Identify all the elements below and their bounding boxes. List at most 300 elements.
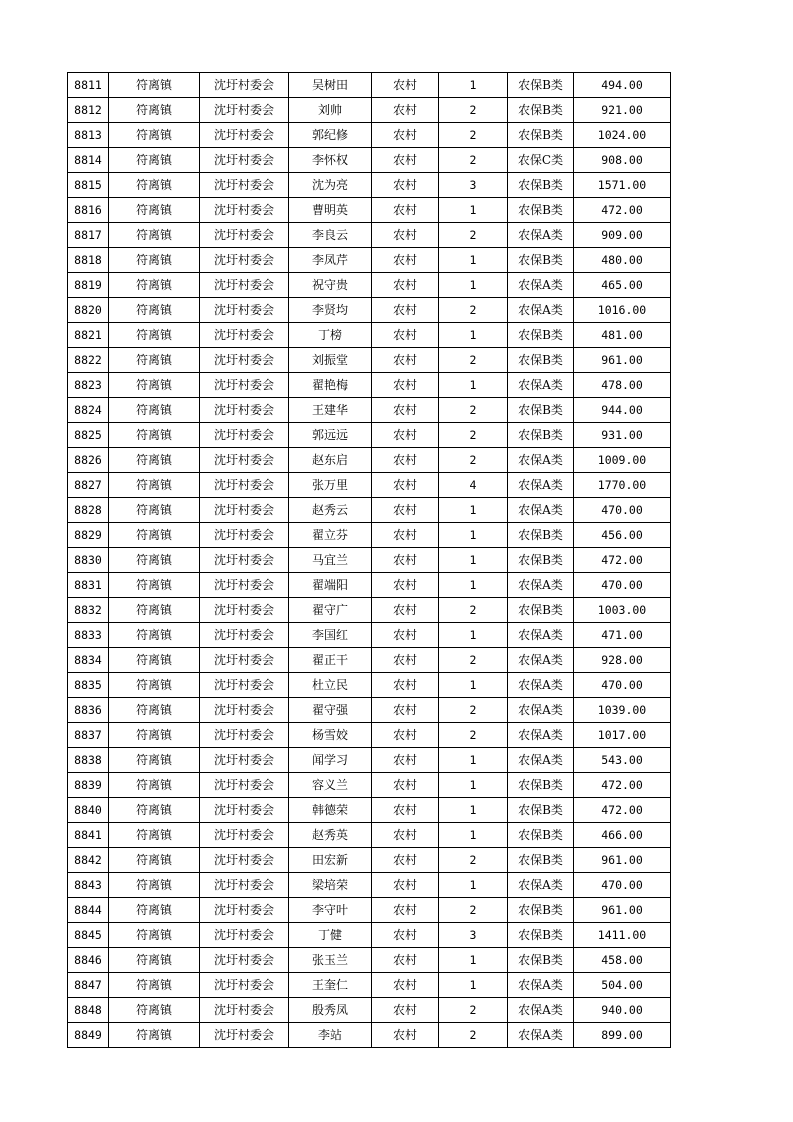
category-cell: 农保B类 <box>508 523 574 548</box>
amount-cell: 472.00 <box>574 548 671 573</box>
table-row <box>68 273 671 298</box>
row-number-cell: 8827 <box>68 473 109 498</box>
household-size-cell: 1 <box>439 748 508 773</box>
row-number-cell: 8823 <box>68 373 109 398</box>
category-cell: 农保A类 <box>508 873 574 898</box>
row-number-cell: 8812 <box>68 98 109 123</box>
category-cell: 农保A类 <box>508 623 574 648</box>
household-size-cell: 2 <box>439 348 508 373</box>
household-size-cell: 1 <box>439 323 508 348</box>
area-type-cell: 农村 <box>372 198 439 223</box>
village-cell: 沈圩村委会 <box>200 923 289 948</box>
area-type-cell: 农村 <box>372 973 439 998</box>
household-size-cell: 2 <box>439 998 508 1023</box>
table-row <box>68 698 671 723</box>
table-row <box>68 298 671 323</box>
village-cell: 沈圩村委会 <box>200 648 289 673</box>
household-size-cell: 1 <box>439 373 508 398</box>
row-number-cell: 8820 <box>68 298 109 323</box>
amount-cell: 470.00 <box>574 498 671 523</box>
amount-cell: 940.00 <box>574 998 671 1023</box>
village-cell: 沈圩村委会 <box>200 473 289 498</box>
amount-cell: 1024.00 <box>574 123 671 148</box>
town-cell: 符离镇 <box>109 348 200 373</box>
town-cell: 符离镇 <box>109 398 200 423</box>
table-row <box>68 98 671 123</box>
name-cell: 殷秀凤 <box>289 998 372 1023</box>
name-cell: 容义兰 <box>289 773 372 798</box>
table-row <box>68 998 671 1023</box>
household-size-cell: 2 <box>439 298 508 323</box>
category-cell: 农保B类 <box>508 798 574 823</box>
town-cell: 符离镇 <box>109 298 200 323</box>
village-cell: 沈圩村委会 <box>200 348 289 373</box>
village-cell: 沈圩村委会 <box>200 123 289 148</box>
amount-cell: 494.00 <box>574 73 671 98</box>
area-type-cell: 农村 <box>372 423 439 448</box>
town-cell: 符离镇 <box>109 323 200 348</box>
row-number-cell: 8845 <box>68 923 109 948</box>
name-cell: 韩德荣 <box>289 798 372 823</box>
amount-cell: 478.00 <box>574 373 671 398</box>
row-number-cell: 8847 <box>68 973 109 998</box>
village-cell: 沈圩村委会 <box>200 398 289 423</box>
area-type-cell: 农村 <box>372 298 439 323</box>
area-type-cell: 农村 <box>372 73 439 98</box>
amount-cell: 1411.00 <box>574 923 671 948</box>
town-cell: 符离镇 <box>109 473 200 498</box>
amount-cell: 961.00 <box>574 898 671 923</box>
village-cell: 沈圩村委会 <box>200 548 289 573</box>
name-cell: 田宏新 <box>289 848 372 873</box>
village-cell: 沈圩村委会 <box>200 423 289 448</box>
village-cell: 沈圩村委会 <box>200 448 289 473</box>
name-cell: 翟立芬 <box>289 523 372 548</box>
amount-cell: 1003.00 <box>574 598 671 623</box>
row-number-cell: 8846 <box>68 948 109 973</box>
row-number-cell: 8836 <box>68 698 109 723</box>
area-type-cell: 农村 <box>372 498 439 523</box>
name-cell: 赵秀英 <box>289 823 372 848</box>
name-cell: 杨雪姣 <box>289 723 372 748</box>
table-row <box>68 323 671 348</box>
village-cell: 沈圩村委会 <box>200 723 289 748</box>
table-row <box>68 873 671 898</box>
name-cell: 李国红 <box>289 623 372 648</box>
category-cell: 农保B类 <box>508 848 574 873</box>
name-cell: 曹明英 <box>289 198 372 223</box>
town-cell: 符离镇 <box>109 148 200 173</box>
row-number-cell: 8843 <box>68 873 109 898</box>
name-cell: 赵东启 <box>289 448 372 473</box>
town-cell: 符离镇 <box>109 248 200 273</box>
area-type-cell: 农村 <box>372 923 439 948</box>
name-cell: 张玉兰 <box>289 948 372 973</box>
village-cell: 沈圩村委会 <box>200 798 289 823</box>
name-cell: 李良云 <box>289 223 372 248</box>
town-cell: 符离镇 <box>109 773 200 798</box>
area-type-cell: 农村 <box>372 573 439 598</box>
row-number-cell: 8819 <box>68 273 109 298</box>
category-cell: 农保B类 <box>508 923 574 948</box>
area-type-cell: 农村 <box>372 873 439 898</box>
name-cell: 赵秀云 <box>289 498 372 523</box>
amount-cell: 928.00 <box>574 648 671 673</box>
town-cell: 符离镇 <box>109 623 200 648</box>
name-cell: 李怀权 <box>289 148 372 173</box>
name-cell: 刘帅 <box>289 98 372 123</box>
amount-cell: 458.00 <box>574 948 671 973</box>
area-type-cell: 农村 <box>372 723 439 748</box>
row-number-cell: 8839 <box>68 773 109 798</box>
household-size-cell: 2 <box>439 698 508 723</box>
household-size-cell: 1 <box>439 198 508 223</box>
row-number-cell: 8830 <box>68 548 109 573</box>
amount-cell: 543.00 <box>574 748 671 773</box>
area-type-cell: 农村 <box>372 148 439 173</box>
amount-cell: 472.00 <box>574 198 671 223</box>
town-cell: 符离镇 <box>109 123 200 148</box>
table-row <box>68 423 671 448</box>
category-cell: 农保A类 <box>508 373 574 398</box>
town-cell: 符离镇 <box>109 73 200 98</box>
name-cell: 杜立民 <box>289 673 372 698</box>
name-cell: 丁健 <box>289 923 372 948</box>
name-cell: 王建华 <box>289 398 372 423</box>
table-row <box>68 823 671 848</box>
area-type-cell: 农村 <box>372 898 439 923</box>
category-cell: 农保C类 <box>508 148 574 173</box>
town-cell: 符离镇 <box>109 373 200 398</box>
name-cell: 郭远远 <box>289 423 372 448</box>
name-cell: 李守叶 <box>289 898 372 923</box>
amount-cell: 504.00 <box>574 973 671 998</box>
household-size-cell: 2 <box>439 848 508 873</box>
amount-cell: 456.00 <box>574 523 671 548</box>
table-row <box>68 248 671 273</box>
village-cell: 沈圩村委会 <box>200 73 289 98</box>
amount-cell: 465.00 <box>574 273 671 298</box>
table-row <box>68 548 671 573</box>
table-row <box>68 898 671 923</box>
category-cell: 农保A类 <box>508 223 574 248</box>
table-row <box>68 923 671 948</box>
area-type-cell: 农村 <box>372 848 439 873</box>
name-cell: 梁培荣 <box>289 873 372 898</box>
amount-cell: 1571.00 <box>574 173 671 198</box>
village-cell: 沈圩村委会 <box>200 498 289 523</box>
amount-cell: 961.00 <box>574 348 671 373</box>
row-number-cell: 8838 <box>68 748 109 773</box>
row-number-cell: 8841 <box>68 823 109 848</box>
row-number-cell: 8821 <box>68 323 109 348</box>
household-size-cell: 1 <box>439 673 508 698</box>
name-cell: 刘振堂 <box>289 348 372 373</box>
household-size-cell: 2 <box>439 648 508 673</box>
household-size-cell: 1 <box>439 623 508 648</box>
row-number-cell: 8826 <box>68 448 109 473</box>
row-number-cell: 8818 <box>68 248 109 273</box>
row-number-cell: 8828 <box>68 498 109 523</box>
name-cell: 翟守广 <box>289 598 372 623</box>
name-cell: 翟端阳 <box>289 573 372 598</box>
category-cell: 农保B类 <box>508 398 574 423</box>
category-cell: 农保B类 <box>508 98 574 123</box>
records-table <box>67 72 671 1048</box>
table-row <box>68 773 671 798</box>
area-type-cell: 农村 <box>372 623 439 648</box>
amount-cell: 1039.00 <box>574 698 671 723</box>
category-cell: 农保A类 <box>508 723 574 748</box>
area-type-cell: 农村 <box>372 1023 439 1048</box>
row-number-cell: 8813 <box>68 123 109 148</box>
row-number-cell: 8814 <box>68 148 109 173</box>
town-cell: 符离镇 <box>109 498 200 523</box>
area-type-cell: 农村 <box>372 698 439 723</box>
village-cell: 沈圩村委会 <box>200 298 289 323</box>
category-cell: 农保B类 <box>508 73 574 98</box>
household-size-cell: 2 <box>439 598 508 623</box>
town-cell: 符离镇 <box>109 648 200 673</box>
household-size-cell: 1 <box>439 523 508 548</box>
category-cell: 农保A类 <box>508 498 574 523</box>
amount-cell: 1016.00 <box>574 298 671 323</box>
table-row <box>68 223 671 248</box>
name-cell: 郭纪修 <box>289 123 372 148</box>
table-row <box>68 948 671 973</box>
town-cell: 符离镇 <box>109 598 200 623</box>
village-cell: 沈圩村委会 <box>200 1023 289 1048</box>
row-number-cell: 8811 <box>68 73 109 98</box>
name-cell: 祝守贵 <box>289 273 372 298</box>
amount-cell: 921.00 <box>574 98 671 123</box>
town-cell: 符离镇 <box>109 823 200 848</box>
amount-cell: 944.00 <box>574 398 671 423</box>
town-cell: 符离镇 <box>109 723 200 748</box>
household-size-cell: 1 <box>439 548 508 573</box>
household-size-cell: 1 <box>439 823 508 848</box>
area-type-cell: 农村 <box>372 273 439 298</box>
category-cell: 农保B类 <box>508 423 574 448</box>
area-type-cell: 农村 <box>372 598 439 623</box>
name-cell: 王奎仁 <box>289 973 372 998</box>
category-cell: 农保B类 <box>508 348 574 373</box>
village-cell: 沈圩村委会 <box>200 223 289 248</box>
category-cell: 农保B类 <box>508 248 574 273</box>
town-cell: 符离镇 <box>109 173 200 198</box>
amount-cell: 466.00 <box>574 823 671 848</box>
amount-cell: 1770.00 <box>574 473 671 498</box>
name-cell: 张万里 <box>289 473 372 498</box>
household-size-cell: 1 <box>439 248 508 273</box>
table-row <box>68 623 671 648</box>
household-size-cell: 1 <box>439 798 508 823</box>
household-size-cell: 2 <box>439 148 508 173</box>
category-cell: 农保A类 <box>508 998 574 1023</box>
village-cell: 沈圩村委会 <box>200 273 289 298</box>
row-number-cell: 8829 <box>68 523 109 548</box>
table-row <box>68 1023 671 1048</box>
amount-cell: 931.00 <box>574 423 671 448</box>
household-size-cell: 1 <box>439 73 508 98</box>
category-cell: 农保B类 <box>508 598 574 623</box>
area-type-cell: 农村 <box>372 323 439 348</box>
household-size-cell: 1 <box>439 873 508 898</box>
row-number-cell: 8831 <box>68 573 109 598</box>
table-row <box>68 798 671 823</box>
village-cell: 沈圩村委会 <box>200 248 289 273</box>
household-size-cell: 1 <box>439 973 508 998</box>
amount-cell: 481.00 <box>574 323 671 348</box>
table-row <box>68 73 671 98</box>
town-cell: 符离镇 <box>109 698 200 723</box>
village-cell: 沈圩村委会 <box>200 198 289 223</box>
household-size-cell: 2 <box>439 423 508 448</box>
household-size-cell: 2 <box>439 98 508 123</box>
household-size-cell: 2 <box>439 898 508 923</box>
row-number-cell: 8832 <box>68 598 109 623</box>
village-cell: 沈圩村委会 <box>200 898 289 923</box>
row-number-cell: 8816 <box>68 198 109 223</box>
town-cell: 符离镇 <box>109 423 200 448</box>
name-cell: 李站 <box>289 1023 372 1048</box>
town-cell: 符离镇 <box>109 848 200 873</box>
category-cell: 农保A类 <box>508 698 574 723</box>
amount-cell: 1017.00 <box>574 723 671 748</box>
household-size-cell: 2 <box>439 223 508 248</box>
amount-cell: 961.00 <box>574 848 671 873</box>
village-cell: 沈圩村委会 <box>200 823 289 848</box>
name-cell: 李贤均 <box>289 298 372 323</box>
row-number-cell: 8824 <box>68 398 109 423</box>
town-cell: 符离镇 <box>109 798 200 823</box>
category-cell: 农保A类 <box>508 448 574 473</box>
village-cell: 沈圩村委会 <box>200 323 289 348</box>
village-cell: 沈圩村委会 <box>200 598 289 623</box>
name-cell: 吴树田 <box>289 73 372 98</box>
village-cell: 沈圩村委会 <box>200 873 289 898</box>
town-cell: 符离镇 <box>109 98 200 123</box>
area-type-cell: 农村 <box>372 823 439 848</box>
row-number-cell: 8833 <box>68 623 109 648</box>
area-type-cell: 农村 <box>372 648 439 673</box>
village-cell: 沈圩村委会 <box>200 948 289 973</box>
row-number-cell: 8848 <box>68 998 109 1023</box>
category-cell: 农保A类 <box>508 973 574 998</box>
category-cell: 农保B类 <box>508 323 574 348</box>
amount-cell: 480.00 <box>574 248 671 273</box>
amount-cell: 908.00 <box>574 148 671 173</box>
area-type-cell: 农村 <box>372 798 439 823</box>
area-type-cell: 农村 <box>372 248 439 273</box>
town-cell: 符离镇 <box>109 223 200 248</box>
category-cell: 农保B类 <box>508 773 574 798</box>
category-cell: 农保A类 <box>508 648 574 673</box>
table-row <box>68 448 671 473</box>
row-number-cell: 8834 <box>68 648 109 673</box>
area-type-cell: 农村 <box>372 673 439 698</box>
area-type-cell: 农村 <box>372 348 439 373</box>
area-type-cell: 农村 <box>372 398 439 423</box>
village-cell: 沈圩村委会 <box>200 698 289 723</box>
table-row <box>68 148 671 173</box>
name-cell: 沈为亮 <box>289 173 372 198</box>
area-type-cell: 农村 <box>372 998 439 1023</box>
amount-cell: 1009.00 <box>574 448 671 473</box>
area-type-cell: 农村 <box>372 748 439 773</box>
village-cell: 沈圩村委会 <box>200 623 289 648</box>
household-size-cell: 2 <box>439 398 508 423</box>
household-size-cell: 1 <box>439 273 508 298</box>
village-cell: 沈圩村委会 <box>200 998 289 1023</box>
category-cell: 农保A类 <box>508 273 574 298</box>
amount-cell: 470.00 <box>574 573 671 598</box>
area-type-cell: 农村 <box>372 448 439 473</box>
category-cell: 农保B类 <box>508 948 574 973</box>
table-row <box>68 123 671 148</box>
village-cell: 沈圩村委会 <box>200 373 289 398</box>
household-size-cell: 1 <box>439 573 508 598</box>
town-cell: 符离镇 <box>109 923 200 948</box>
table-row <box>68 348 671 373</box>
row-number-cell: 8817 <box>68 223 109 248</box>
village-cell: 沈圩村委会 <box>200 748 289 773</box>
row-number-cell: 8815 <box>68 173 109 198</box>
category-cell: 农保A类 <box>508 573 574 598</box>
household-size-cell: 1 <box>439 773 508 798</box>
amount-cell: 470.00 <box>574 873 671 898</box>
name-cell: 马宜兰 <box>289 548 372 573</box>
household-size-cell: 3 <box>439 923 508 948</box>
category-cell: 农保B类 <box>508 198 574 223</box>
village-cell: 沈圩村委会 <box>200 523 289 548</box>
table-row <box>68 973 671 998</box>
amount-cell: 470.00 <box>574 673 671 698</box>
village-cell: 沈圩村委会 <box>200 673 289 698</box>
table-row <box>68 473 671 498</box>
table-row <box>68 648 671 673</box>
area-type-cell: 农村 <box>372 523 439 548</box>
category-cell: 农保A类 <box>508 1023 574 1048</box>
town-cell: 符离镇 <box>109 948 200 973</box>
name-cell: 翟正干 <box>289 648 372 673</box>
category-cell: 农保B类 <box>508 898 574 923</box>
household-size-cell: 2 <box>439 1023 508 1048</box>
table-row <box>68 573 671 598</box>
town-cell: 符离镇 <box>109 748 200 773</box>
area-type-cell: 农村 <box>372 98 439 123</box>
town-cell: 符离镇 <box>109 523 200 548</box>
area-type-cell: 农村 <box>372 773 439 798</box>
category-cell: 农保A类 <box>508 673 574 698</box>
table-row <box>68 848 671 873</box>
row-number-cell: 8822 <box>68 348 109 373</box>
village-cell: 沈圩村委会 <box>200 173 289 198</box>
amount-cell: 472.00 <box>574 773 671 798</box>
area-type-cell: 农村 <box>372 223 439 248</box>
category-cell: 农保A类 <box>508 298 574 323</box>
village-cell: 沈圩村委会 <box>200 848 289 873</box>
name-cell: 闻学习 <box>289 748 372 773</box>
row-number-cell: 8840 <box>68 798 109 823</box>
table-row <box>68 673 671 698</box>
table-row <box>68 498 671 523</box>
household-size-cell: 1 <box>439 498 508 523</box>
table-row <box>68 723 671 748</box>
area-type-cell: 农村 <box>372 948 439 973</box>
village-cell: 沈圩村委会 <box>200 148 289 173</box>
name-cell: 丁榜 <box>289 323 372 348</box>
